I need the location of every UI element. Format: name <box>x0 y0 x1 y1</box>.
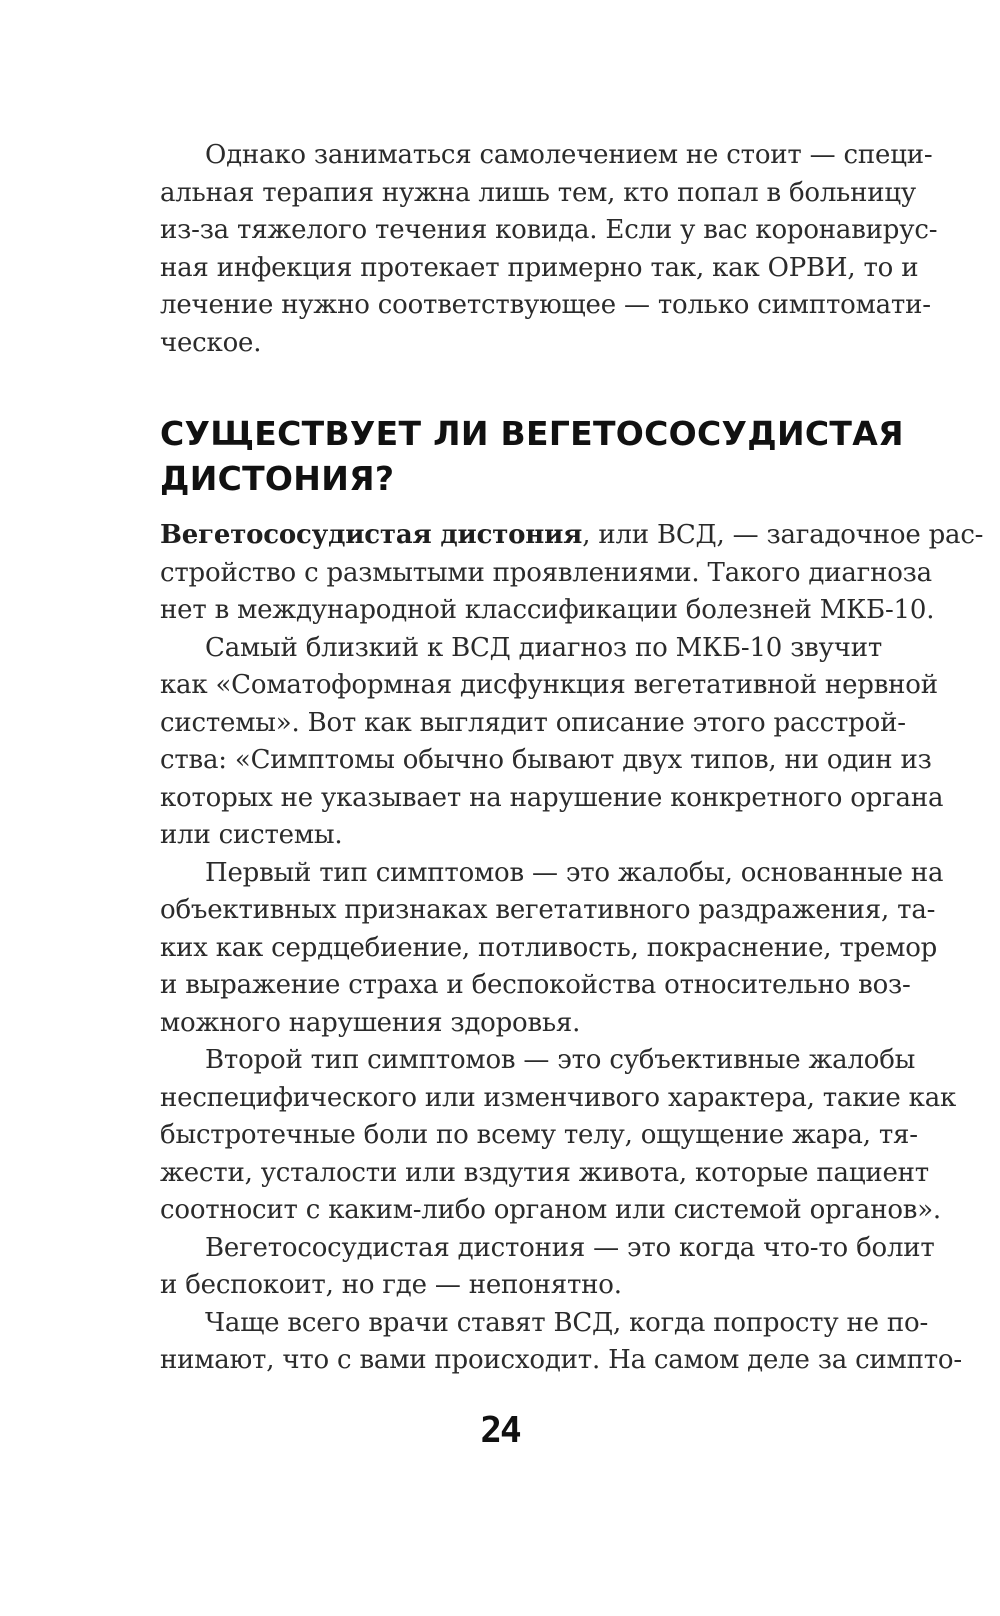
section-heading-line: СУЩЕСТВУЕТ ЛИ ВЕГЕТОСОСУДИСТАЯ <box>160 414 904 453</box>
text-line: Однако заниматься самолечением не стоит — специ- <box>205 140 933 170</box>
definition-term: Вегетососудистая дистония <box>160 520 583 550</box>
text-line: системы». Вот как выглядит описание этого расстрой- <box>160 708 906 738</box>
text-line: жести, усталости или вздутия живота, которые пациент <box>160 1158 929 1188</box>
text-line: и выражение страха и беспокойства относительно воз- <box>160 970 911 1000</box>
text-line: неспецифического или изменчивого характера, такие как <box>160 1083 957 1113</box>
text-line: Чаще всего врачи ставят ВСД, когда попросту не по- <box>205 1308 929 1338</box>
text-line: объективных признаках вегетативного раздражения, та- <box>160 895 936 925</box>
section-heading-line: ДИСТОНИЯ? <box>160 459 395 498</box>
page-number: 24 <box>480 1410 520 1451</box>
text-line: нимают, что с вами происходит. На самом деле за симпто- <box>160 1345 962 1375</box>
text-line: Первый тип симптомов — это жалобы, основанные на <box>205 858 944 888</box>
text-line: Самый близкий к ВСД диагноз по МКБ-10 звучит <box>205 633 883 663</box>
text-line: быстротечные боли по всему телу, ощущение жара, тя- <box>160 1120 918 1150</box>
text-line: или системы. <box>160 820 343 850</box>
text-line: нет в международной классификации болезней МКБ-10. <box>160 595 935 625</box>
text-line: из-за тяжелого течения ковида. Если у вас коронавирус- <box>160 215 938 245</box>
text-line: альная терапия нужна лишь тем, кто попал в больницу <box>160 178 917 208</box>
text-line <box>160 516 984 554</box>
text-line: ства: «Симптомы обычно бывают двух типов, ни один из <box>160 745 932 775</box>
text-line: ких как сердцебиение, потливость, покраснение, тремор <box>160 933 938 963</box>
text-line: и беспокоит, но где — непонятно. <box>160 1270 622 1300</box>
text-line: Вегетососудистая дистония — это когда что-то болит <box>205 1233 935 1263</box>
text-line: которых не указывает на нарушение конкретного органа <box>160 783 944 813</box>
text-line: стройство с размытыми проявлениями. Такого диагноза <box>160 558 932 588</box>
text-line: можного нарушения здоровья. <box>160 1008 581 1038</box>
text-line: ческое. <box>160 328 262 358</box>
definition-text: , или ВСД, — загадочное рас- <box>582 520 984 550</box>
text-line: соотносит с каким-либо органом или системой органов». <box>160 1195 941 1225</box>
text-line: лечение нужно соответствующее — только симптомати- <box>160 290 931 320</box>
text-line: как «Соматоформная дисфункция вегетативной нервной <box>160 670 938 700</box>
text-line: Второй тип симптомов — это субъективные жалобы <box>205 1045 916 1075</box>
text-line: ная инфекция протекает примерно так, как ОРВИ, то и <box>160 253 919 283</box>
